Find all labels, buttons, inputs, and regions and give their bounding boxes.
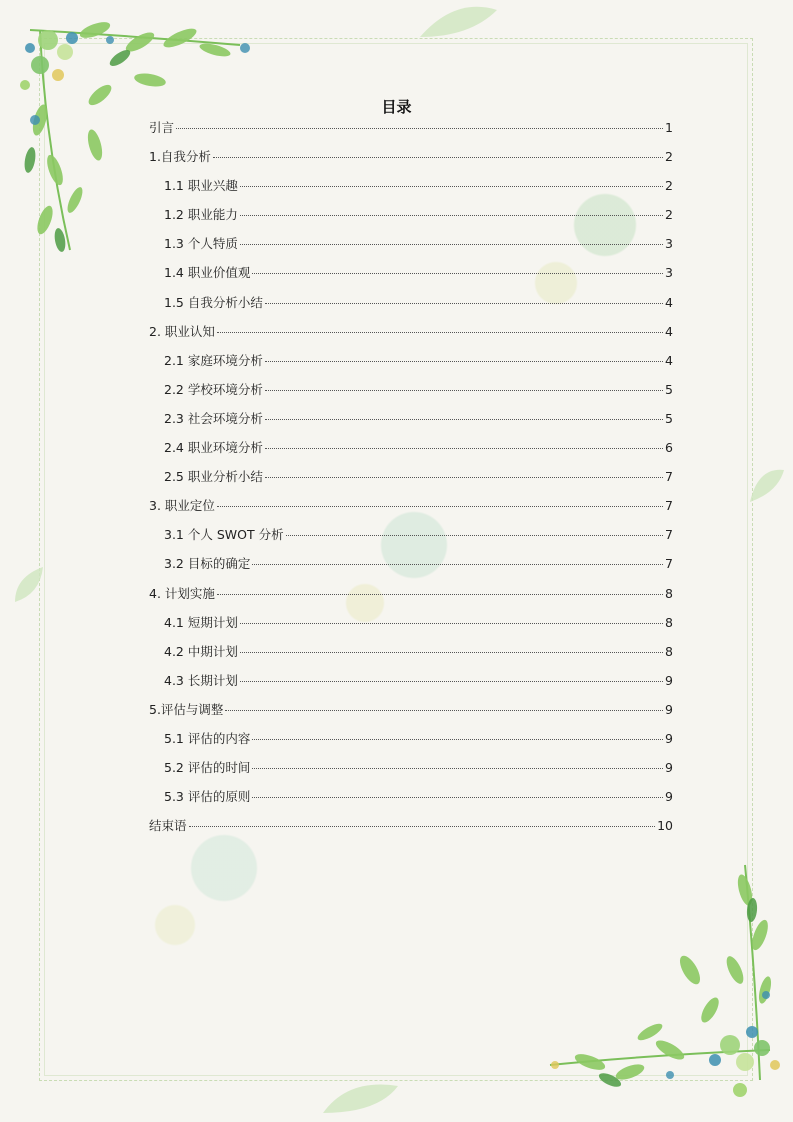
toc-dot-leader: [240, 652, 663, 653]
toc-entry-page-number: 9: [665, 672, 673, 688]
toc-entry-page-number: 2: [665, 178, 673, 194]
toc-entry[interactable]: [149, 322, 673, 351]
toc-entry[interactable]: [149, 234, 673, 263]
leaf-bottom-center-decoration: [318, 1078, 408, 1118]
toc-entry[interactable]: [149, 438, 673, 467]
toc-entry-label: 1.1 职业兴趣: [164, 178, 238, 194]
toc-entry-page-number: 7: [665, 498, 673, 514]
toc-entry-label: 1.2 职业能力: [164, 207, 238, 223]
toc-dot-leader: [265, 419, 663, 420]
toc-dot-leader: [265, 390, 663, 391]
toc-entry-page-number: 10: [657, 818, 673, 834]
toc-entry-label: 4.1 短期计划: [164, 614, 238, 630]
toc-entry-page-number: 3: [665, 265, 673, 281]
toc-dot-leader: [217, 506, 663, 507]
toc-dot-leader: [265, 448, 663, 449]
toc-entry-page-number: 6: [665, 440, 673, 456]
toc-entry[interactable]: [149, 293, 673, 322]
toc-dot-leader: [176, 128, 663, 129]
toc-entry[interactable]: [149, 467, 673, 496]
toc-entry[interactable]: [149, 525, 673, 554]
toc-dot-leader: [240, 623, 663, 624]
toc-dot-leader: [252, 739, 663, 740]
toc-dot-leader: [252, 768, 663, 769]
toc-entry-page-number: 2: [665, 149, 673, 165]
toc-entry[interactable]: [149, 787, 673, 816]
toc-entry-page-number: 5: [665, 410, 673, 426]
toc-entry-page-number: 9: [665, 730, 673, 746]
toc-entry[interactable]: [149, 351, 673, 380]
toc-entry[interactable]: [149, 671, 673, 700]
toc-entry-page-number: 4: [665, 294, 673, 310]
toc-entry-label: 2.3 社会环境分析: [164, 410, 263, 426]
toc-entry[interactable]: [149, 263, 673, 292]
toc-entry[interactable]: [149, 642, 673, 671]
toc-entry-page-number: 9: [665, 701, 673, 717]
toc-entry-label: 1.3 个人特质: [164, 236, 238, 252]
toc-entry[interactable]: [149, 496, 673, 525]
toc-entry-page-number: 7: [665, 469, 673, 485]
toc-entry-label: 2.1 家庭环境分析: [164, 352, 263, 368]
toc-entry-page-number: 4: [665, 352, 673, 368]
toc-entry[interactable]: [149, 816, 673, 845]
toc-dot-leader: [265, 477, 663, 478]
toc-entry-label: 5.3 评估的原则: [164, 789, 251, 805]
toc-dot-leader: [240, 215, 663, 216]
toc-entry-label: 1.4 职业价值观: [164, 265, 251, 281]
toc-entry[interactable]: [149, 729, 673, 758]
toc-entry[interactable]: [149, 584, 673, 613]
toc-entry-page-number: 8: [665, 585, 673, 601]
toc-dot-leader: [252, 273, 663, 274]
toc-entry-label: 5.2 评估的时间: [164, 760, 251, 776]
toc-entry-label: 结束语: [149, 818, 187, 834]
toc-entry-label: 3.2 目标的确定: [164, 556, 251, 572]
toc-entry-page-number: 9: [665, 789, 673, 805]
toc-dot-leader: [217, 332, 663, 333]
toc-dot-leader: [286, 535, 663, 536]
toc-entry[interactable]: [149, 700, 673, 729]
toc-dot-leader: [252, 797, 663, 798]
toc-entry-page-number: 9: [665, 760, 673, 776]
leaf-left-decoration: [10, 562, 45, 607]
toc-dot-leader: [225, 710, 663, 711]
toc-entry-label: 2.2 学校环境分析: [164, 381, 263, 397]
toc-entry[interactable]: [149, 147, 673, 176]
toc-entry-label: 1.5 自我分析小结: [164, 294, 263, 310]
toc-dot-leader: [217, 594, 663, 595]
table-of-contents: [149, 118, 673, 845]
toc-entry-label: 5.评估与调整: [149, 701, 224, 717]
leaf-top-center-decoration: [415, 2, 505, 42]
toc-entry-label: 4.2 中期计划: [164, 643, 238, 659]
toc-entry-label: 引言: [149, 120, 175, 135]
toc-entry-page-number: 4: [665, 323, 673, 339]
toc-entry-label: 5.1 评估的内容: [164, 730, 251, 746]
toc-entry-page-number: 8: [665, 614, 673, 630]
toc-entry-label: 3.1 个人 SWOT 分析: [164, 527, 284, 543]
toc-entry[interactable]: [149, 176, 673, 205]
toc-entry-page-number: 3: [665, 236, 673, 252]
toc-entry-page-number: 2: [665, 207, 673, 223]
toc-entry-page-number: 5: [665, 381, 673, 397]
toc-entry[interactable]: [149, 554, 673, 583]
toc-dot-leader: [265, 303, 663, 304]
toc-entry[interactable]: [149, 613, 673, 642]
toc-dot-leader: [240, 244, 663, 245]
toc-entry[interactable]: [149, 409, 673, 438]
toc-entry[interactable]: [149, 758, 673, 787]
toc-dot-leader: [240, 681, 663, 682]
toc-entry[interactable]: [149, 380, 673, 409]
toc-title: 目录: [381, 98, 412, 116]
toc-dot-leader: [213, 157, 663, 158]
toc-entry[interactable]: [149, 118, 673, 147]
toc-entry-label: 1.自我分析: [149, 149, 211, 165]
toc-entry-label: 4.3 长期计划: [164, 672, 238, 688]
toc-dot-leader: [240, 186, 663, 187]
toc-entry-label: 3. 职业定位: [149, 498, 215, 514]
toc-entry-label: 2. 职业认知: [149, 323, 215, 339]
toc-entry-page-number: 8: [665, 643, 673, 659]
toc-entry-page-number: 7: [665, 556, 673, 572]
leaf-right-decoration: [748, 462, 788, 507]
toc-entry-label: 2.5 职业分析小结: [164, 469, 263, 485]
toc-dot-leader: [265, 361, 663, 362]
toc-entry-page-number: 7: [665, 527, 673, 543]
toc-dot-leader: [252, 564, 663, 565]
floral-bottom-right-decoration: [530, 850, 793, 1122]
toc-entry-label: 4. 计划实施: [149, 585, 215, 601]
toc-dot-leader: [189, 826, 656, 827]
toc-entry-label: 2.4 职业环境分析: [164, 440, 263, 456]
toc-entry-page-number: 1: [665, 120, 673, 135]
toc-entry[interactable]: [149, 205, 673, 234]
